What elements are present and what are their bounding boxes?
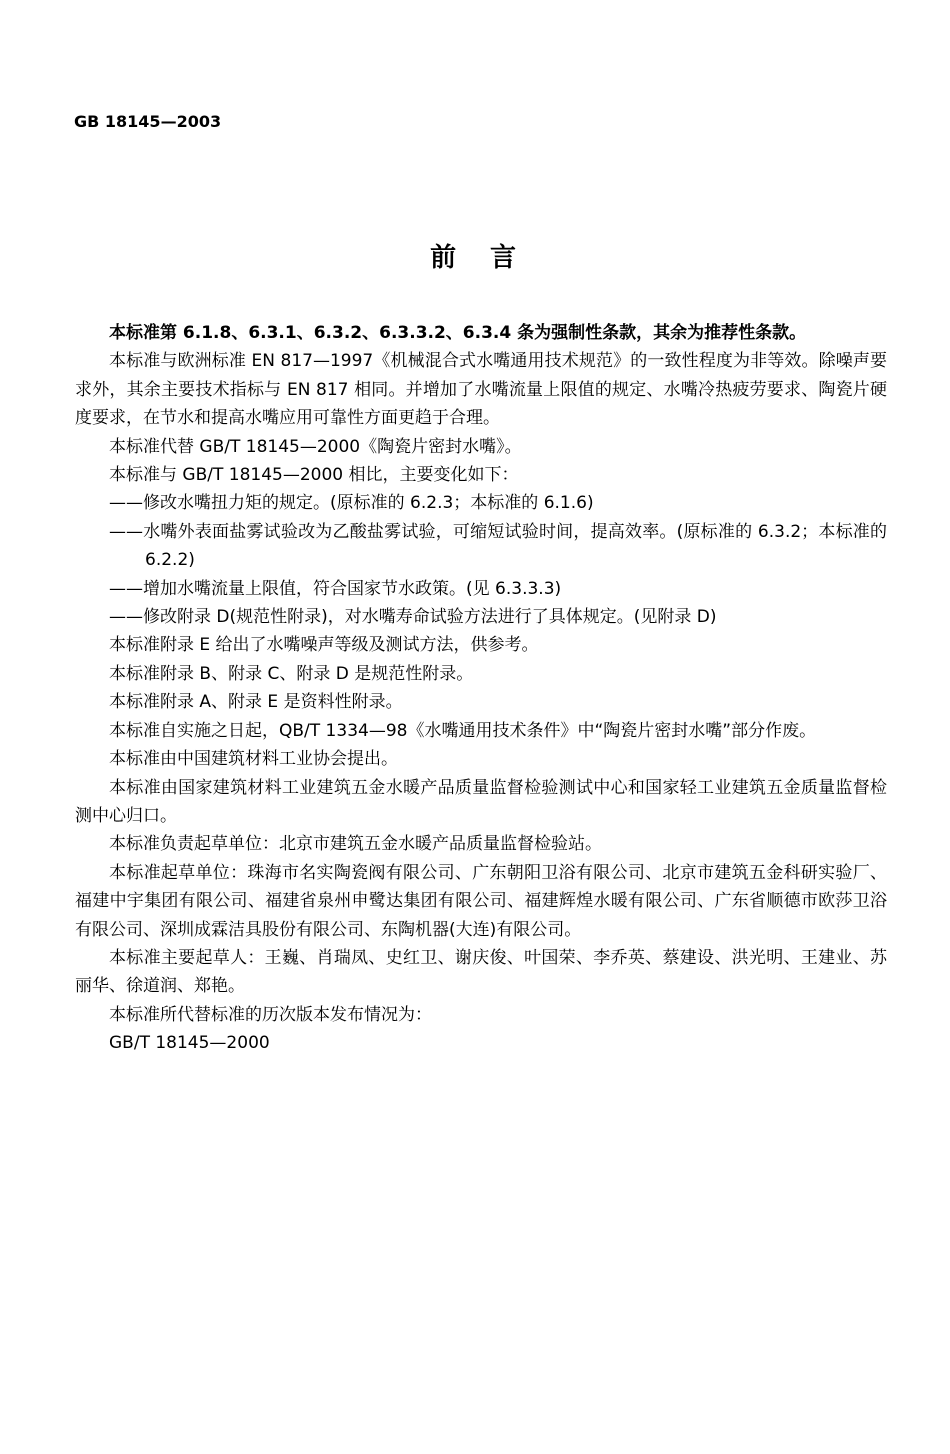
main-drafters-paragraph: 本标准主要起草人：王巍、肖瑞凤、史红卫、谢庆俊、叶国荣、李乔英、蔡建设、洪光明、王建业、苏丽华、徐道润、郑艳。 [75, 947, 887, 997]
history-intro-paragraph: 本标准所代替标准的历次版本发布情况为： [109, 1004, 432, 1025]
change-item: ——增加水嘴流量上限值，符合国家节水政策。(见 6.3.3.3) [109, 578, 562, 599]
proposed-by-paragraph: 本标准由中国建筑材料工业协会提出。 [109, 749, 398, 770]
standard-code-header: GB 18145—2003 [74, 112, 222, 131]
change-item: ——修改附录 D(规范性附录)，对水嘴寿命试验方法进行了具体规定。(见附录 D) [109, 607, 717, 628]
page-title: 前 言 [430, 243, 520, 273]
changes-intro-paragraph: 本标准与 GB/T 18145—2000 相比，主要变化如下： [109, 465, 519, 486]
centralized-by-paragraph: 本标准由国家建筑材料工业建筑五金水暖产品质量监督检验测试中心和国家轻工业建筑五金质量监督检测中心归口。 [75, 777, 887, 826]
abolish-paragraph: 本标准自实施之日起，QB/T 1334—98《水嘴通用技术条件》中“陶瓷片密封水嘴”部分作废。 [109, 720, 817, 741]
replaces-paragraph: 本标准代替 GB/T 18145—2000《陶瓷片密封水嘴》。 [109, 436, 522, 457]
mandatory-clauses-paragraph: 本标准第 6.1.8、6.3.1、6.3.2、6.3.3.2、6.3.4 条为强制性条款，其余为推荐性条款。 [109, 323, 807, 343]
change-item: ——修改水嘴扭力矩的规定。(原标准的 6.2.3；本标准的 6.1.6) [109, 493, 594, 514]
drafting-units-paragraph: 本标准起草单位：珠海市名实陶瓷阀有限公司、广东朝阳卫浴有限公司、北京市建筑五金科研实验厂、福建中宇集团有限公司、福建省泉州申鹭达集团有限公司、福建辉煌水暖有限公司、广东省顺德市欧莎卫浴有限公司、深圳成霖洁具股份有限公司、东陶机器(大连)有限公司。 [75, 862, 887, 940]
change-item: ——水嘴外表面盐雾试验改为乙酸盐雾试验，可缩短试验时间，提高效率。(原标准的 6.3.2；本标准的 6.2.2) [109, 521, 887, 571]
normative-appendices-paragraph: 本标准附录 B、附录 C、附录 D 是规范性附录。 [109, 663, 474, 684]
foreword-body [75, 319, 887, 1058]
appendix-e-paragraph: 本标准附录 E 给出了水嘴噪声等级及测试方法，供参考。 [109, 635, 539, 656]
history-item: GB/T 18145—2000 [109, 1033, 270, 1054]
equivalence-paragraph: 本标准与欧洲标准 EN 817—1997《机械混合式水嘴通用技术规范》的一致性程度为非等效。除噪声要求外，其余主要技术指标与 EN 817 相同。并增加了水嘴流量上限值的规定、水嘴冷热疲劳要求、陶瓷片硬度要求，在节水和提高水嘴应用可靠性方面更趋于合理。 [75, 351, 887, 429]
responsible-drafter-paragraph: 本标准负责起草单位：北京市建筑五金水暖产品质量监督检验站。 [109, 834, 602, 855]
informative-appendices-paragraph: 本标准附录 A、附录 E 是资料性附录。 [109, 692, 403, 713]
